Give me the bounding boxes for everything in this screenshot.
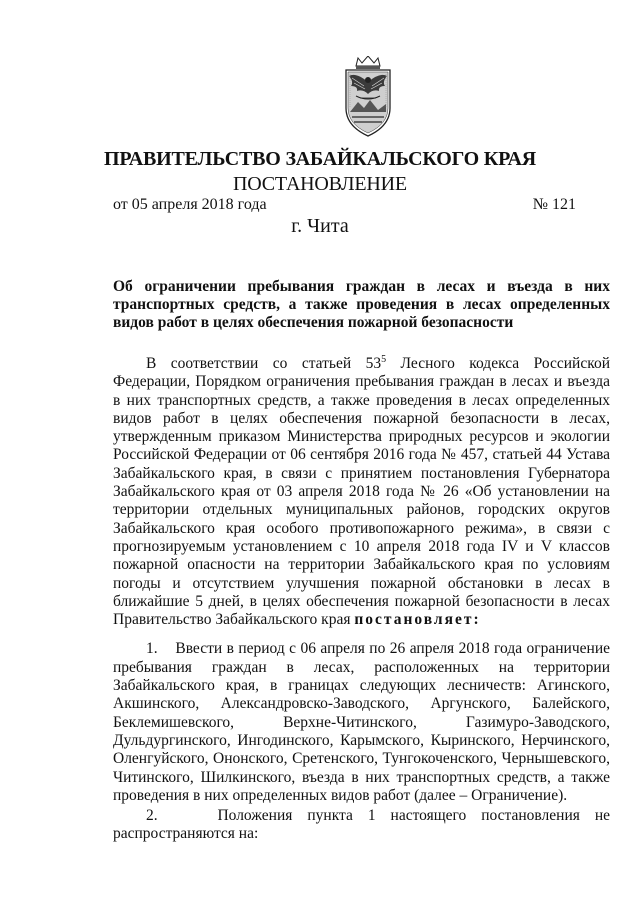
article-superscript: 5 xyxy=(381,353,387,365)
item-2-paragraph: 2. Положения пункта 1 настоящего постановления не распространяются на: xyxy=(113,807,610,843)
document-title: Об ограничении пребывания граждан в лесах и въезда в них транспортных средств, а также проведения в лесах определенных видов работ в целях обеспечения пожарной безопасности xyxy=(113,278,610,331)
document-number: № 121 xyxy=(532,196,576,213)
preamble-text-2: Лесного кодекса Российской Федерации, Порядком ограничения пребывания граждан в лесах и въезда в них транспортных средств, а также проведения в лесах определенных видов работ в целях обеспечения пожарной безопасности в лесах, утвержденным приказом Министерства природных ресурсов и экологии Российской Федерации от 06 сентября 2016 года № 457, статьей 44 Устава Забайкальского края, в связи с принятием постановления Губернатора Забайкальского края от 03 апреля 2018 года № 26 «Об установлении на территории отдельных муниципальных районов, городских округов Забайкальского края особого противопожарного режима», в связи с прогнозируемым установлением с 10 апреля 2018 года IV и V классов пожарной опасности на территории Забайкальского края по условиям погоды и отсутствием улучшения пожарной обстановки в лесах в ближайшие 5 дней, в целях обеспечения пожарной безопасности в лесах Правительство Забайкальского края xyxy=(113,355,610,629)
document-body xyxy=(113,355,610,844)
preamble-text-1: В соответствии со статьей 53 xyxy=(146,355,382,372)
document-date: от 05 апреля 2018 года xyxy=(113,196,267,213)
document-type: ПОСТАНОВЛЕНИЕ xyxy=(233,173,407,195)
preamble-paragraph xyxy=(113,355,610,629)
coat-of-arms-icon xyxy=(334,56,402,140)
resolves-keyword: постановляет: xyxy=(354,611,481,629)
item-1-paragraph: 1. Ввести в период с 06 апреля по 26 апреля 2018 года ограничение пребывания граждан в лесах, расположенных на территории Забайкальского края, в границах следующих лесничеств: Агинского, Акшинского, Александровско-Заводского, Аргунского, Балейского, Беклемишевского, Верхне-Читинского, Газимуро-Заводского, Дульдургинского, Ингодинского, Карымского, Кыринского, Нерчинского, Оленгуйского, Ононского, Сретенского, Тунгокоченского, Чернышевского, Читинского, Шилкинского, въезда в них транспортных средств, а также проведения в них определенных видов работ (далее – Ограничение). xyxy=(113,640,610,804)
document-city: г. Чита xyxy=(291,215,349,237)
government-heading: ПРАВИТЕЛЬСТВО ЗАБАЙКАЛЬСКОГО КРАЯ xyxy=(103,148,537,170)
